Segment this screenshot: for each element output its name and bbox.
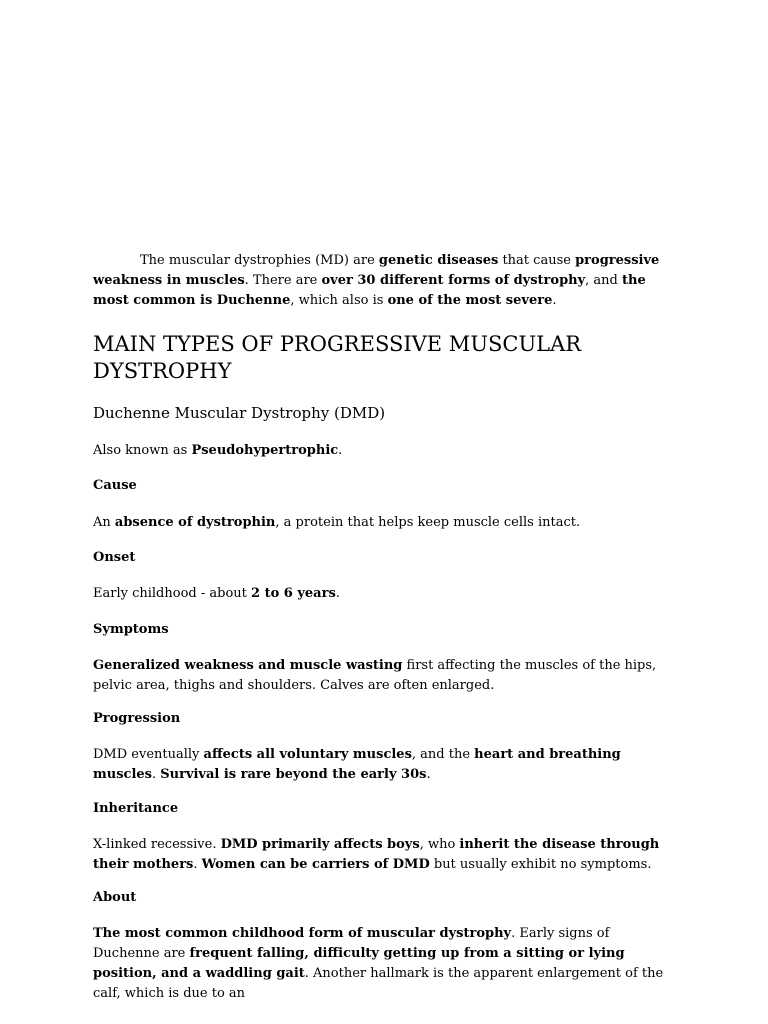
intro-text-5: , which also is: [290, 293, 388, 308]
progression-bold-3: Survival is rare beyond the early 30s: [160, 767, 427, 782]
about-paragraph: [93, 924, 676, 1004]
symptoms-paragraph: [93, 656, 676, 696]
cause-text-2: , a protein that helps keep muscle cells intact.: [275, 515, 581, 530]
about-heading: About: [93, 890, 137, 905]
aka-text-1: Also known as: [93, 443, 192, 458]
cause-text-1: An: [93, 515, 115, 530]
about-text-2: . Another hallmark is the apparent enlargement of the calf, which is due to an: [93, 966, 664, 1001]
progression-text-3: .: [151, 767, 161, 782]
symptoms-heading: Symptoms: [93, 622, 169, 637]
inheritance-bold-1: DMD primarily affects boys: [220, 837, 420, 852]
intro-bold-2: progressive weakness in muscles: [93, 253, 660, 288]
onset-heading: Onset: [93, 550, 136, 565]
intro-text-1: The muscular dystrophies (MD) are: [140, 253, 379, 268]
progression-text-2: , and the: [411, 747, 475, 762]
main-title: MAIN TYPES OF PROGRESSIVE MUSCULAR DYSTROPHY: [93, 332, 582, 383]
intro-text-4: , and: [585, 273, 623, 288]
inheritance-text-2: , who: [419, 837, 460, 852]
inheritance-bold-2: inherit the disease through their mothers: [93, 837, 660, 872]
intro-text-3: . There are: [244, 273, 322, 288]
section-title: Duchenne Muscular Dystrophy (DMD): [93, 404, 386, 422]
inheritance-heading: Inheritance: [93, 801, 179, 816]
aka-paragraph: [93, 441, 676, 461]
onset-text-2: .: [335, 586, 340, 601]
onset-paragraph: [93, 584, 676, 604]
symptoms-bold-1: Generalized weakness and muscle wasting: [93, 658, 403, 673]
intro-bold-3: over 30 different forms of dystrophy: [321, 273, 586, 288]
inheritance-bold-3: Women can be carriers of DMD: [201, 857, 430, 872]
cause-paragraph: [93, 513, 676, 533]
intro-bold-1: genetic diseases: [378, 253, 499, 268]
cause-heading: Cause: [93, 478, 137, 493]
onset-bold-1: 2 to 6 years: [251, 586, 336, 601]
intro-bold-4: the most common is Duchenne: [93, 273, 646, 308]
about-bold-2: frequent falling, difficulty getting up from a sitting or lying position, and a waddling gait: [93, 946, 625, 981]
progression-bold-2: heart and breathing muscles: [93, 747, 621, 782]
intro-text-2: that cause: [498, 253, 576, 268]
progression-bold-1: affects all voluntary muscles: [203, 747, 412, 762]
progression-paragraph: [93, 745, 676, 785]
about-text-1: . Early signs of Duchenne are: [93, 926, 610, 961]
progression-heading: Progression: [93, 711, 181, 726]
cause-bold-1: absence of dystrophin: [114, 515, 276, 530]
intro-paragraph: [93, 251, 676, 311]
inheritance-text-4: but usually exhibit no symptoms.: [429, 857, 652, 872]
progression-text-4: .: [426, 767, 431, 782]
inheritance-text-1: X-linked recessive.: [93, 837, 221, 852]
inheritance-paragraph: [93, 835, 676, 875]
aka-bold-1: Pseudohypertrophic: [191, 443, 339, 458]
intro-text-6: .: [552, 293, 557, 308]
about-bold-1: The most common childhood form of muscular dystrophy: [93, 926, 512, 941]
progression-text-1: DMD eventually: [93, 747, 204, 762]
symptoms-text-1: first affecting the muscles of the hips, pelvic area, thighs and shoulders. Calves are often enlarged.: [93, 658, 657, 693]
aka-text-2: .: [338, 443, 343, 458]
inheritance-text-3: .: [193, 857, 202, 872]
intro-bold-5: one of the most severe: [387, 293, 553, 308]
onset-text-1: Early childhood - about: [93, 586, 252, 601]
